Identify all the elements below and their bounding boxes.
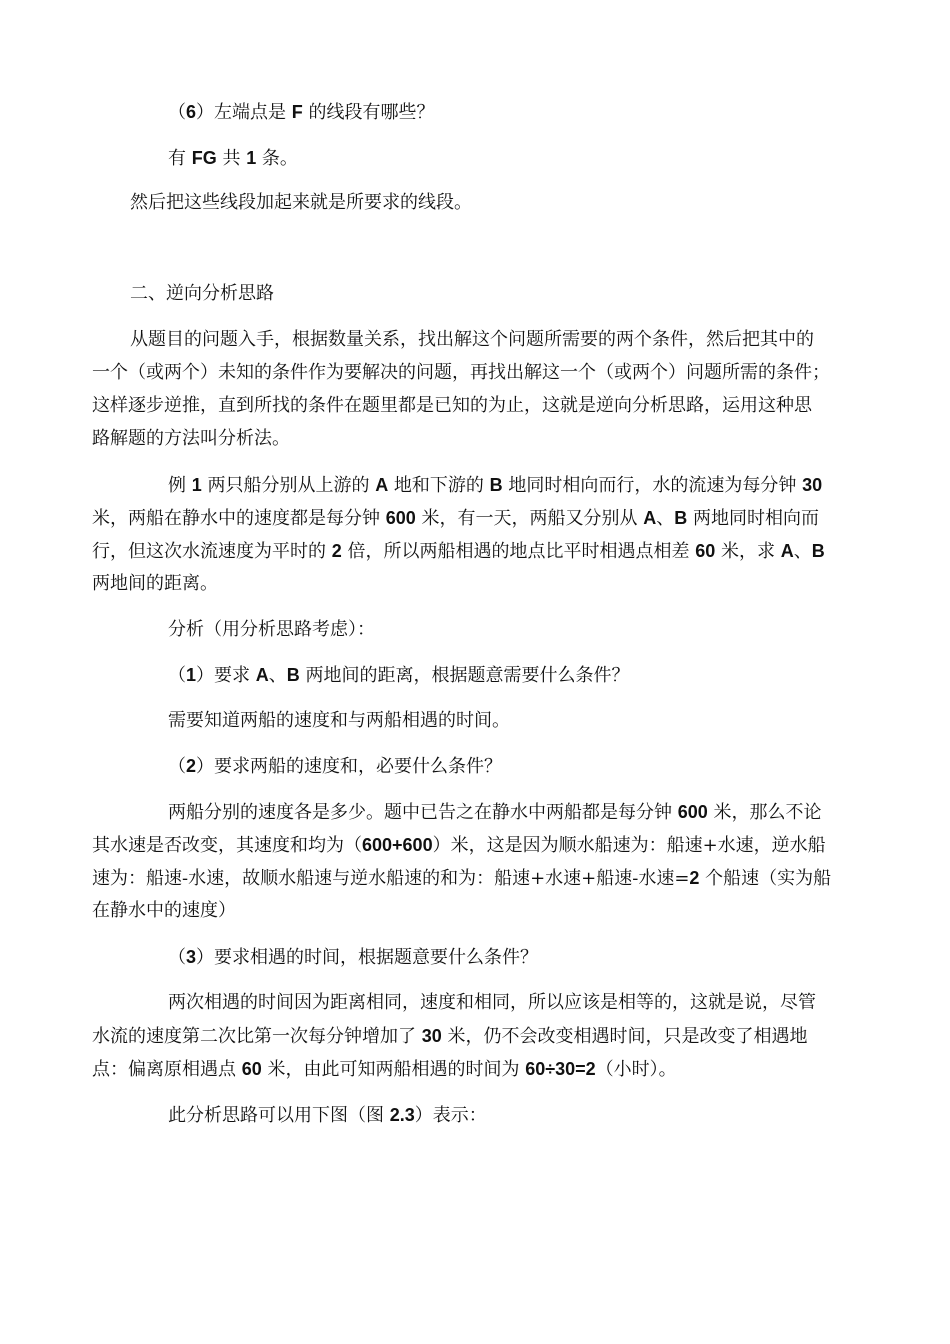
question-3: （3）要求相遇的时间，根据题意要什么条件？ [168,947,539,968]
text-line: 两次相遇的时间因为距离相同，速度和相同，所以应该是相等的，这就是说，尽管 [168,992,816,1013]
text-line: 例 1 两只船分别从上游的 A 地和下游的 B 地同时相向而行，水的流速为每分钟 30 [168,475,823,496]
text-line: 路解题的方法叫分析法。 [92,428,290,449]
text-line: 两船分别的速度各是多少。题中已告之在静水中两船都是每分钟 600 米，那么不论 [168,802,822,823]
text-line: 两地间的距离。 [92,573,218,594]
text-line: 这样逐步逆推，直到所找的条件在题里都是已知的为止，这就是逆向分析思路，运用这种思 [92,395,812,416]
closing-line: 此分析思路可以用下图（图 2.3）表示： [168,1105,487,1126]
paragraph-sum-segments: 然后把这些线段加起来就是所要求的线段。 [130,192,472,213]
paragraph-answer-6: 有 FG 共 1 条。 [168,148,298,169]
text-line: 速为：船速-水速，故顺水船速与逆水船速的和为：船速+水速+船速-水速=2 个船速（实为船 [92,868,832,889]
analysis-title: 分析（用分析思路考虑）： [168,619,375,640]
section-heading: 二、逆向分析思路 [130,283,274,304]
text-line: 从题目的问题入手，根据数量关系，找出解这个问题所需要的两个条件，然后把其中的 [130,329,814,350]
answer-1: 需要知道两船的速度和与两船相遇的时间。 [168,710,510,731]
text-line: 米，两船在静水中的速度都是每分钟 600 米，有一天，两船又分别从 A、B 两地同时相向而 [92,508,819,529]
question-2: （2）要求两船的速度和，必要什么条件？ [168,756,503,777]
text-line: 行，但这次水流速度为平时的 2 倍，所以两船相遇的地点比平时相遇点相差 60 米，求 A、B [92,541,825,562]
text-line: 一个（或两个）未知的条件作为要解决的问题，再找出解这一个（或两个）问题所需的条件； [92,362,830,383]
text-line: 水流的速度第二次比第一次每分钟增加了 30 米，仍不会改变相遇时间，只是改变了相遇地 [92,1026,808,1047]
text-line: 在静水中的速度） [92,900,236,921]
text-line: 其水速是否改变，其速度和均为（600+600）米，这是因为顺水船速为：船速+水速，逆水船 [92,835,826,856]
text-line: 点：偏离原相遇点 60 米，由此可知两船相遇的时间为 60÷30=2（小时）。 [92,1059,677,1080]
paragraph-question-6: （6）左端点是 F 的线段有哪些？ [168,102,435,123]
question-1: （1）要求 A、B 两地间的距离，根据题意需要什么条件？ [168,665,630,686]
